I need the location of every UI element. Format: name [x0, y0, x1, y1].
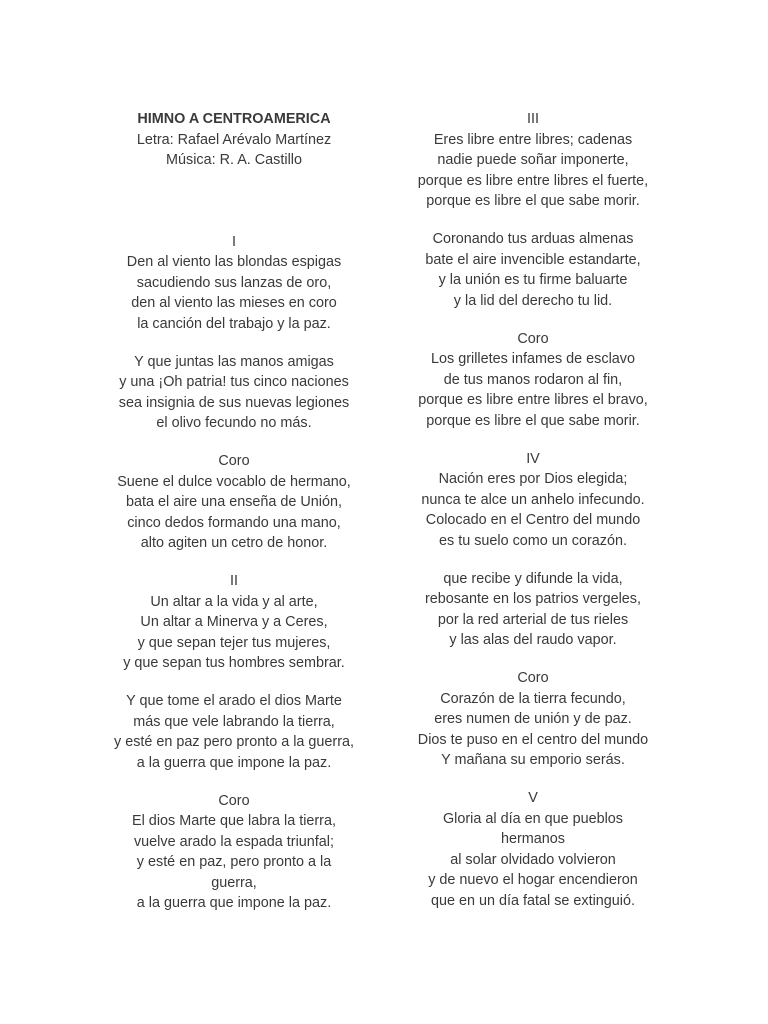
verse-line: Coronando tus arduas almenas — [432, 231, 634, 247]
stanza-gap — [403, 651, 663, 669]
verse-line: El dios Marte que labra la tierra, — [132, 813, 336, 829]
stanza — [104, 571, 364, 674]
stanza-heading: IV — [526, 450, 540, 467]
verse-line: y esté en paz pero pronto a la guerra, — [114, 734, 354, 750]
left-column — [104, 109, 364, 914]
stanza — [104, 791, 364, 914]
verse-line: es tu suelo como un corazón. — [439, 532, 627, 549]
verse-line: y esté en paz, pero pronto a la — [136, 854, 332, 870]
stanza — [403, 449, 663, 552]
verse-line: al solar olvidado volvieron — [450, 851, 616, 868]
stanza — [104, 352, 364, 434]
verse-line: y que sepan tus hombres sembrar. — [123, 655, 345, 671]
stanza-heading: II — [230, 573, 238, 589]
verse-line: Un altar a la vida y al arte, — [150, 593, 318, 610]
stanza-gap — [403, 771, 663, 789]
verse-line: porque es libre entre libres el bravo, — [418, 392, 648, 408]
verse-line: nadie puede soñar imponerte, — [437, 152, 629, 168]
verse-line: porque es libre el que sabe morir. — [426, 193, 640, 209]
verse-line: y que sepan tejer tus mujeres, — [137, 634, 331, 651]
stanza — [403, 229, 663, 311]
verse-line: nunca te alce un anhelo infecundo. — [421, 491, 645, 508]
stanza-gap — [403, 212, 663, 230]
verse-line: hermanos — [501, 831, 565, 847]
stanza — [403, 668, 663, 771]
header-spacer — [104, 171, 364, 232]
stanza-heading: Coro — [218, 792, 250, 809]
anthem-title: HIMNO A CENTROAMERICA — [137, 111, 331, 127]
verse-line: Y mañana su emporio serás. — [441, 752, 625, 768]
stanza-heading: I — [232, 233, 236, 250]
verse-line: Den al viento las blondas espigas — [126, 254, 342, 270]
stanza-heading: Coro — [517, 670, 549, 686]
stanza — [104, 451, 364, 554]
verse-line: la canción del trabajo y la paz. — [137, 315, 331, 332]
right-stanzas — [403, 109, 663, 911]
verse-line: porque es libre el que sabe morir. — [426, 412, 640, 429]
verse-line: que recibe y difunde la vida, — [443, 570, 623, 587]
verse-line: y las alas del raudo vapor. — [449, 632, 617, 648]
stanza — [104, 691, 364, 773]
lyrics-credit: Letra: Rafael Arévalo Martínez — [136, 131, 332, 148]
stanza — [403, 788, 663, 911]
verse-line: Suene el dulce vocablo de hermano, — [117, 473, 351, 490]
verse-line: Corazón de la tierra fecundo, — [440, 690, 626, 707]
verse-line: den al viento las mieses en coro — [131, 295, 337, 311]
verse-line: bata el aire una enseña de Unión, — [125, 494, 343, 510]
verse-line: por la red arterial de tus rieles — [437, 611, 629, 628]
verse-line: de tus manos rodaron al fin, — [443, 371, 623, 388]
verse-line: cinco dedos formando una mano, — [127, 514, 341, 531]
verse-line: Dios te puso en el centro del mundo — [417, 731, 649, 748]
verse-line: Colocado en el Centro del mundo — [425, 512, 641, 528]
stanza-heading: III — [527, 111, 539, 127]
verse-line: el olivo fecundo no más. — [156, 415, 312, 431]
verse-line: porque es libre entre libres el fuerte, — [417, 172, 649, 189]
stanza-gap — [403, 431, 663, 449]
verse-line: vuelve arado la espada triunfal; — [133, 833, 334, 850]
verse-line: sacudiendo sus lanzas de oro, — [136, 274, 332, 291]
stanza-gap — [104, 773, 364, 791]
verse-line: Eres libre entre libres; cadenas — [433, 131, 633, 148]
left-stanzas — [104, 232, 364, 914]
verse-line: Un altar a Minerva y a Ceres, — [140, 614, 328, 630]
verse-line: bate el aire invencible estandarte, — [425, 251, 641, 268]
verse-line: a la guerra que impone la paz. — [136, 895, 332, 911]
right-column — [403, 109, 663, 911]
stanza-gap — [403, 551, 663, 569]
verse-line: que en un día fatal se extinguió. — [430, 892, 636, 909]
anthem-header — [104, 109, 364, 171]
verse-line: Los grilletes infames de esclavo — [431, 351, 635, 367]
verse-line: y la unión es tu firme baluarte — [438, 272, 628, 288]
stanza — [403, 329, 663, 432]
stanza-heading: V — [528, 790, 538, 806]
verse-line: a la guerra que impone la paz. — [136, 754, 332, 771]
stanza-gap — [104, 554, 364, 572]
verse-line: Y que tome el arado el dios Marte — [126, 693, 342, 709]
stanza — [104, 232, 364, 335]
stanza — [403, 109, 663, 212]
verse-line: y la lid del derecho tu lid. — [453, 292, 613, 309]
verse-line: y de nuevo el hogar encendieron — [428, 872, 638, 888]
verse-line: Gloria al día en que pueblos — [442, 810, 623, 827]
verse-line: rebosante en los patrios vergeles, — [425, 591, 641, 607]
verse-line: y una ¡Oh patria! tus cinco naciones — [119, 374, 349, 390]
verse-line: Nación eres por Dios elegida; — [438, 471, 628, 487]
verse-line: más que vele labrando la tierra, — [133, 713, 335, 730]
verse-line: guerra, — [211, 874, 257, 891]
stanza-gap — [403, 311, 663, 329]
stanza-heading: Coro — [218, 453, 250, 469]
verse-line: sea insignia de sus nuevas legiones — [118, 394, 350, 411]
music-credit: Música: R. A. Castillo — [166, 152, 302, 168]
verse-line: Y que juntas las manos amigas — [134, 353, 334, 370]
stanza-gap — [104, 334, 364, 352]
stanza-gap — [104, 674, 364, 692]
verse-line: eres numen de unión y de paz. — [434, 711, 632, 727]
stanza-gap — [104, 434, 364, 452]
stanza — [403, 569, 663, 651]
stanza-heading: Coro — [517, 330, 549, 347]
verse-line: alto agiten un cetro de honor. — [140, 535, 328, 551]
